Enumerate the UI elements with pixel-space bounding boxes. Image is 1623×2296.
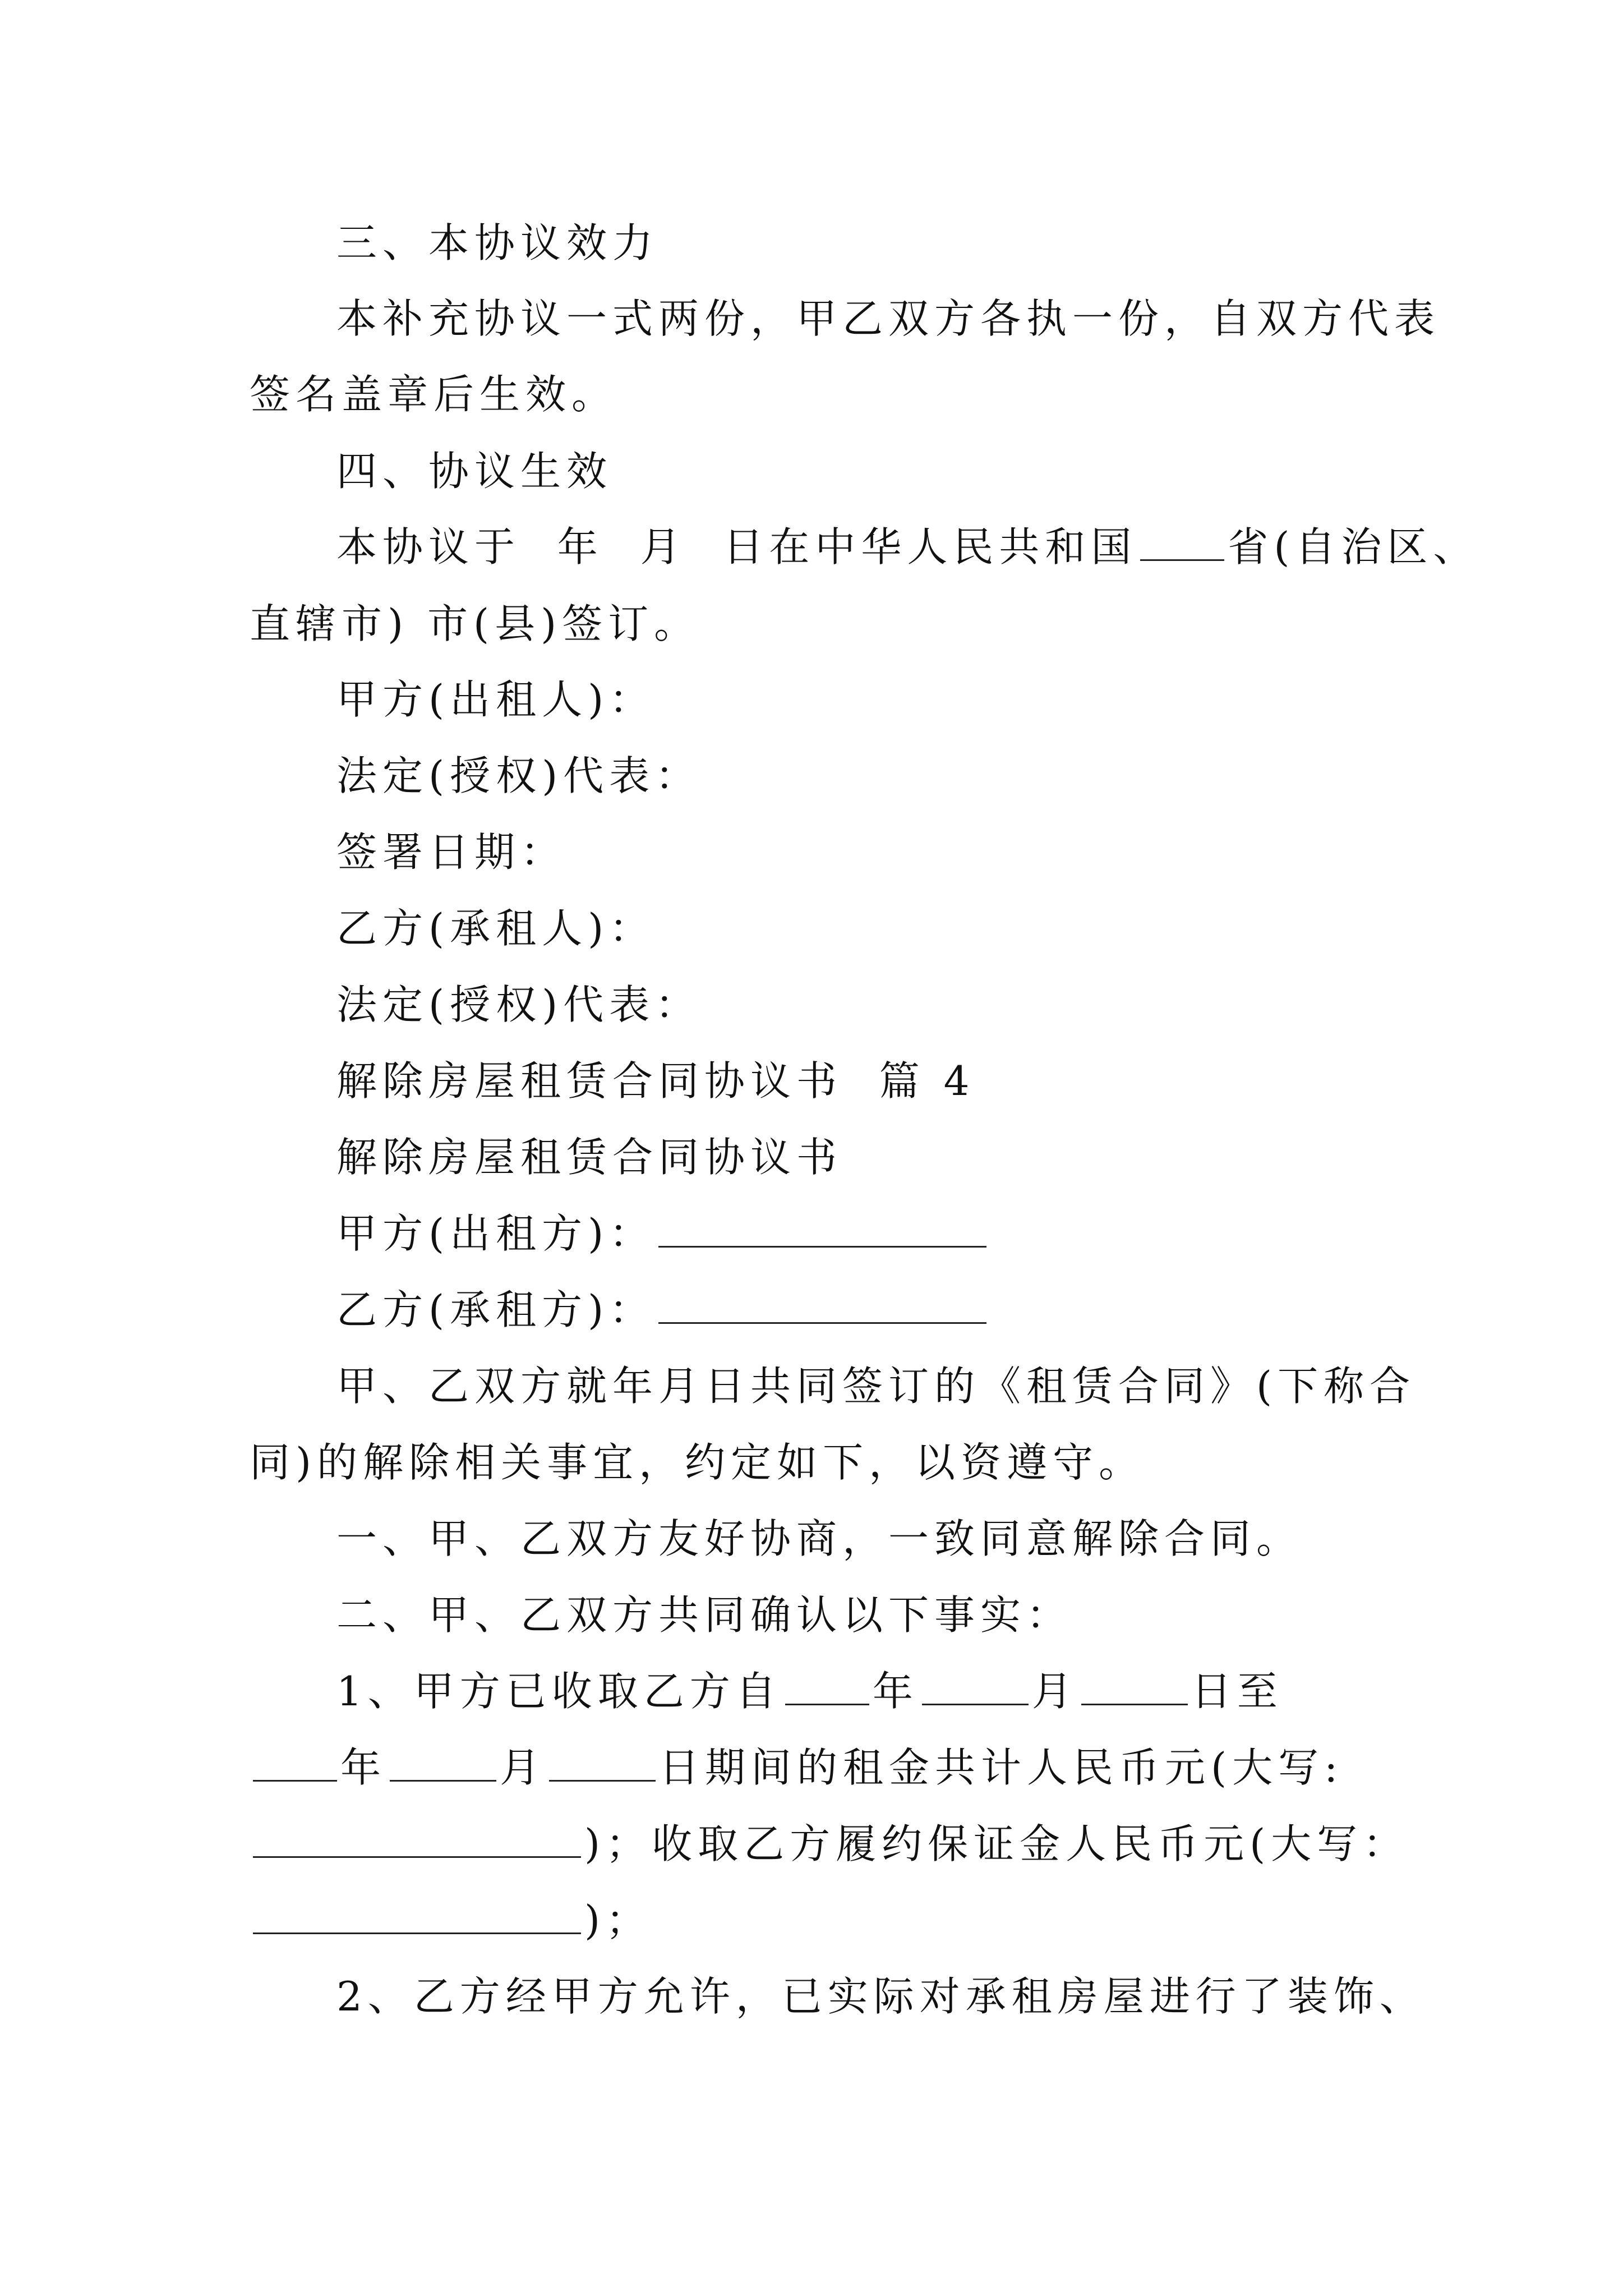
blank-line — [390, 1745, 496, 1782]
fact-one-line — [250, 1819, 1409, 1869]
text: 同)的解除相关事宜，约定如下，以资遵守。 — [250, 1439, 1145, 1486]
text: 三、本协议效力 — [336, 219, 659, 266]
text: 一、甲、乙双方友好协商，一致同意解除合同。 — [336, 1515, 1303, 1562]
blank-line — [253, 1821, 581, 1858]
blank-line — [1081, 1669, 1188, 1705]
text: 日期间的租金共计人民币元(大写: — [659, 1744, 1344, 1791]
text: 乙方(承租人)： — [336, 905, 656, 952]
blank-line — [253, 1745, 337, 1782]
document-title-section — [336, 1056, 975, 1106]
blank-line — [658, 1287, 986, 1324]
text: 月 — [1031, 1668, 1078, 1715]
text: 年 — [340, 1744, 387, 1791]
text: )； — [584, 1897, 652, 1944]
blank-line — [253, 1898, 581, 1934]
text: 解除房屋租赁合同协议书 篇 4 — [336, 1057, 975, 1105]
text: 签署日期： — [336, 829, 567, 876]
party-b-line — [336, 1285, 990, 1335]
document-title — [336, 1132, 842, 1182]
blank-line — [549, 1745, 656, 1782]
paragraph-line — [250, 1437, 1145, 1488]
text: 二、甲、乙双方共同确认以下事实： — [336, 1591, 1073, 1639]
text: 解除房屋租赁合同协议书 — [336, 1134, 843, 1181]
blank-line — [785, 1669, 869, 1705]
section-heading-effect — [336, 218, 658, 268]
fact-one-line — [336, 1666, 1283, 1717]
blank-line — [1140, 524, 1224, 561]
text: 1、甲方已收取乙方自 — [336, 1668, 782, 1715]
text: 法定(授权)代表： — [336, 981, 702, 1028]
text: 甲方(出租方)： — [336, 1210, 656, 1257]
text: )；收取乙方履约保证金人民币元(大写： — [584, 1820, 1409, 1867]
signature-rep-a — [336, 751, 701, 801]
clause-one — [336, 1513, 1302, 1564]
paragraph-line — [250, 599, 700, 649]
party-a-line — [336, 1208, 990, 1259]
blank-line — [658, 1211, 986, 1248]
text: 2、乙方经甲方允许，已实际对承租房屋进行了装饰、 — [336, 1973, 1426, 2020]
signature-party-b — [336, 903, 655, 954]
text: 日至 — [1191, 1668, 1283, 1715]
paragraph-line — [336, 1361, 1415, 1411]
signature-rep-b — [336, 979, 701, 1030]
paragraph-line — [250, 369, 617, 420]
text: 甲、乙双方就年月日共同签订的《租赁合同》(下称合 — [336, 1363, 1416, 1410]
text: 本协议于 年 月 日在中华人民共和国 — [336, 523, 1137, 570]
text: 甲方(出租人)： — [336, 676, 656, 723]
text: 省(自治区、 — [1228, 523, 1479, 570]
signature-date — [336, 827, 566, 877]
fact-one-line — [250, 1742, 1343, 1793]
text: 年 — [872, 1668, 919, 1715]
text: 月 — [500, 1744, 546, 1791]
fact-two-line — [336, 1971, 1426, 2022]
text: 签名盖章后生效。 — [250, 371, 618, 418]
text: 直辖市) 市(县)签订。 — [250, 600, 700, 647]
text: 本补充协议一式两份，甲乙双方各执一份，自双方代表 — [336, 295, 1441, 342]
paragraph-line — [336, 522, 1479, 572]
paragraph-line — [336, 293, 1440, 344]
text: 乙方(承租方)： — [336, 1286, 656, 1333]
section-heading-valid — [336, 446, 612, 496]
text: 四、协议生效 — [336, 448, 613, 495]
text: 法定(授权)代表： — [336, 752, 702, 799]
signature-party-a — [336, 674, 655, 725]
blank-line — [922, 1669, 1029, 1705]
clause-two — [336, 1590, 1072, 1640]
fact-one-line — [250, 1895, 652, 1945]
